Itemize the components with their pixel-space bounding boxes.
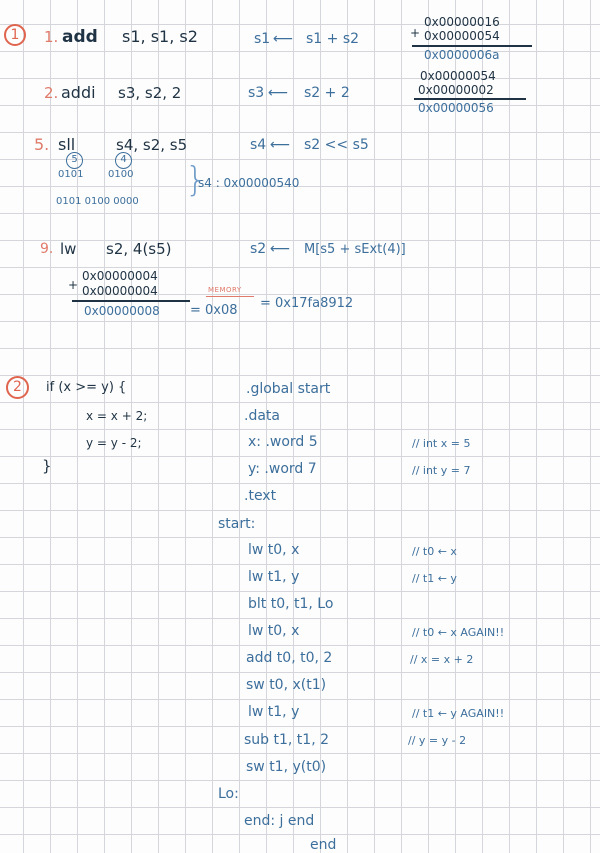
sum-result: 0x00000008 bbox=[84, 304, 160, 318]
asm-line: end bbox=[310, 837, 337, 853]
memory-arrow-line bbox=[206, 296, 254, 297]
item-index: 9. bbox=[40, 241, 54, 257]
asm-line: end: j end bbox=[244, 813, 315, 829]
instruction-op: addi bbox=[61, 83, 96, 102]
c-code-line: if (x >= y) { bbox=[46, 380, 127, 395]
asm-line: sw t0, x(t1) bbox=[246, 677, 327, 693]
c-code-line: } bbox=[42, 457, 52, 475]
asm-line: .text bbox=[244, 488, 277, 504]
asm-line: lw t0, x bbox=[248, 623, 300, 639]
sum-result: 0x00000056 bbox=[418, 101, 494, 115]
shift-value-circle: 4 bbox=[115, 152, 132, 169]
asm-comment: // x = x + 2 bbox=[410, 653, 474, 666]
item-index: 2. bbox=[44, 84, 59, 102]
bits-full: 0101 0100 0000 bbox=[56, 196, 139, 207]
sum-operand-a: 0x00000054 bbox=[420, 69, 496, 83]
asm-comment: // int x = 5 bbox=[412, 437, 471, 450]
instruction-op: lw bbox=[60, 240, 77, 258]
sum-operand-a: 0x00000004 bbox=[82, 269, 158, 283]
sum-operand-a: 0x00000016 bbox=[424, 15, 500, 29]
section-number-1: 1 bbox=[4, 24, 26, 46]
asm-line: add t0, t0, 2 bbox=[246, 650, 333, 666]
effect-lhs: s3 bbox=[248, 85, 265, 101]
sum-plus: + bbox=[410, 26, 421, 40]
c-code-line: x = x + 2; bbox=[86, 409, 148, 423]
instruction-args: s3, s2, 2 bbox=[118, 84, 182, 102]
sum-line bbox=[414, 98, 526, 100]
asm-line: sub t1, t1, 2 bbox=[244, 732, 330, 748]
instruction-op: sll bbox=[58, 135, 76, 154]
instruction-args: s2, 4(s5) bbox=[106, 240, 172, 258]
asm-comment: // t1 ← y AGAIN!! bbox=[412, 707, 505, 720]
asm-label: Lo: bbox=[218, 786, 239, 802]
arrow-icon: ⟵ bbox=[273, 31, 294, 47]
asm-comment: // y = y - 2 bbox=[408, 734, 467, 747]
asm-line: .global start bbox=[246, 381, 331, 397]
memory-value: = 0x17fa8912 bbox=[260, 296, 354, 311]
asm-line: blt t0, t1, Lo bbox=[248, 596, 334, 612]
effect-rhs: M[s5 + sExt(4)] bbox=[304, 242, 406, 257]
bits-a: 0101 bbox=[58, 169, 84, 180]
asm-label: start: bbox=[218, 516, 256, 532]
effect-lhs: s4 bbox=[250, 137, 267, 153]
effect-lhs: s2 bbox=[250, 241, 267, 257]
instruction-args: s1, s1, s2 bbox=[122, 27, 198, 46]
asm-line: .data bbox=[244, 408, 280, 424]
instruction-op: add bbox=[62, 27, 98, 47]
asm-line: sw t1, y(t0) bbox=[246, 759, 327, 775]
item-index: 5. bbox=[34, 135, 50, 154]
c-code-line: y = y - 2; bbox=[86, 436, 142, 450]
effect-lhs: s1 bbox=[254, 31, 271, 47]
asm-line: y: .word 7 bbox=[248, 461, 317, 477]
sum-result: 0x0000006a bbox=[424, 48, 500, 62]
item-index: 1. bbox=[44, 28, 59, 46]
asm-line: lw t1, y bbox=[248, 704, 300, 720]
shift-amount-circle: 5 bbox=[66, 152, 83, 169]
effect-rhs: s2 << s5 bbox=[304, 137, 369, 153]
section-number-2: 2 bbox=[6, 376, 29, 399]
sum-plus: + bbox=[68, 278, 79, 292]
arrow-icon: ⟵ bbox=[270, 137, 291, 153]
effect-rhs: s2 + 2 bbox=[304, 85, 350, 101]
shift-result: s4 : 0x00000540 bbox=[198, 176, 300, 190]
sum-line bbox=[412, 45, 532, 47]
address-equals: = 0x08 bbox=[190, 303, 238, 318]
asm-comment: // t1 ← y bbox=[412, 572, 457, 585]
instruction-args: s4, s2, s5 bbox=[116, 136, 188, 154]
arrow-icon: ⟵ bbox=[270, 241, 291, 257]
asm-comment: // int y = 7 bbox=[412, 464, 471, 477]
asm-line: x: .word 5 bbox=[248, 434, 318, 450]
sum-line bbox=[72, 300, 190, 302]
asm-comment: // t0 ← x bbox=[412, 545, 457, 558]
asm-line: lw t1, y bbox=[248, 569, 300, 585]
sum-operand-b: 0x00000004 bbox=[82, 284, 158, 298]
asm-comment: // t0 ← x AGAIN!! bbox=[412, 626, 505, 639]
brace-icon: } bbox=[185, 160, 207, 200]
asm-line: lw t0, x bbox=[248, 542, 300, 558]
memory-label: MEMORY bbox=[208, 286, 242, 294]
bits-b: 0100 bbox=[108, 169, 134, 180]
sum-operand-b: 0x00000002 bbox=[418, 83, 494, 97]
sum-operand-b: 0x00000054 bbox=[424, 29, 500, 43]
effect-rhs: s1 + s2 bbox=[306, 31, 360, 47]
arrow-icon: ⟵ bbox=[268, 85, 289, 101]
